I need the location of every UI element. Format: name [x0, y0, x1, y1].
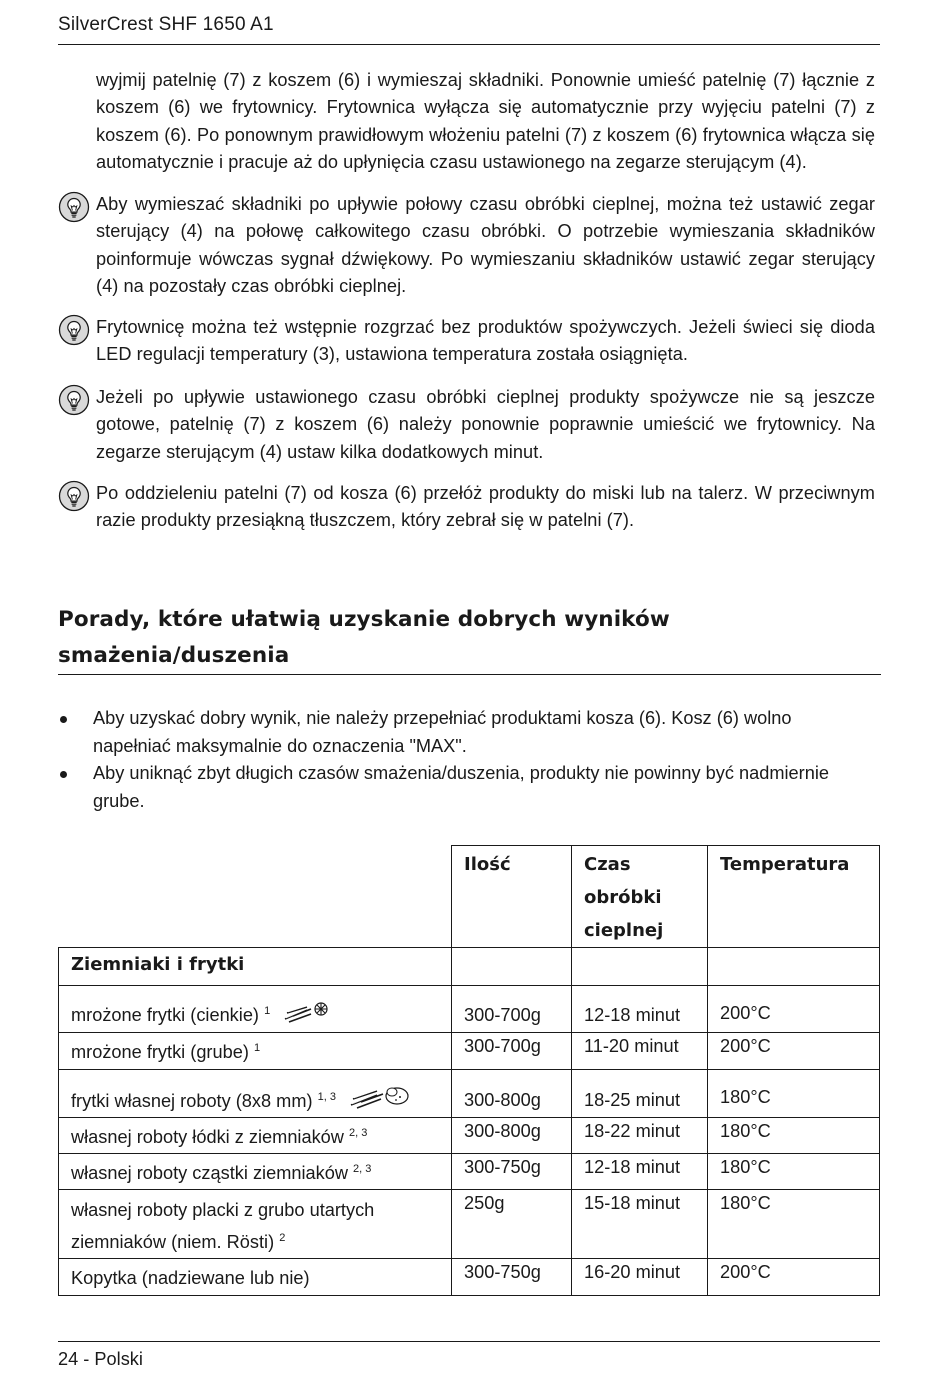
temperature-cell: 200°C — [708, 986, 880, 1033]
table-header-row — [59, 846, 880, 948]
food-name: własnej roboty łódki z ziemniaków — [71, 1127, 344, 1147]
table-cell — [708, 948, 880, 986]
header-line: obróbki — [584, 887, 662, 908]
food-name-cell — [59, 986, 452, 1033]
tip-paragraph: Aby wymieszać składniki po upływie połowy czasu obróbki cieplnej, można też ustawić zegar sterujący (4) na połowę całkowitego czasu obróbki. O potrzebie wymieszania składników poinformuje wówczas sygnał dźwiękowy. Po wymieszaniu składników ustawić zegar sterujący (4) na pozostały czas obróbki cieplnej. — [96, 194, 875, 297]
bullet-icon — [60, 771, 67, 778]
footnote-ref: 1 — [253, 1041, 261, 1054]
list-item — [58, 760, 880, 815]
header-line: cieplnej — [584, 920, 664, 941]
tip-paragraph: Jeżeli po upływie ustawionego czasu obróbki cieplnej produkty spożywcze nie są jeszcze gotowe, patelnię (7) z koszem (6) należy ponownie poprawnie umieścić we frytownicy. Na zegarze sterującym (4) ustaw kilka dodatkowych minut. — [96, 387, 875, 462]
quantity-cell: 300-750g — [452, 1259, 572, 1296]
time-cell: 16-20 minut — [572, 1259, 708, 1296]
footer-divider — [58, 1341, 880, 1342]
lightbulb-icon — [58, 384, 90, 416]
bullet-line: Aby uzyskać dobry wynik, nie należy przepełniać produktami kosza (6). Kosz (6) wolno — [93, 708, 792, 728]
footnote-ref: 1 — [264, 1004, 271, 1017]
intro-paragraph: wyjmij patelnię (7) z koszem (6) i wymieszaj składniki. Ponownie umieść patelnię (7) łącznie z koszem (6) we frytownicy. Frytownica wyłącza się automatycznie przy wyjęciu patelni (7) z koszem (6). Po ponownym prawidłowym włożeniu patelni (7) z koszem (6) frytownica włącza się automatycznie i pracuje aż do upłynięcia czasu ustawionego na zegarze sterującym (4). — [96, 70, 875, 173]
time-cell: 12-18 minut — [572, 986, 708, 1033]
table-row — [59, 1259, 880, 1296]
food-name: własnej roboty placki z grubo utartych — [71, 1200, 375, 1220]
temperature-cell: 180°C — [708, 1154, 880, 1190]
footnote-ref: 2, 3 — [349, 1126, 368, 1139]
time-cell: 15-18 minut — [572, 1190, 708, 1259]
table-row — [59, 1190, 880, 1259]
food-name-cell — [59, 1118, 452, 1154]
section-title-line: smażenia/duszenia — [58, 643, 290, 668]
tips-bullet-list — [58, 705, 880, 815]
frozen-fries-icon — [283, 1001, 329, 1023]
quantity-cell: 300-800g — [452, 1118, 572, 1154]
section-divider — [58, 674, 881, 675]
quantity-cell: 300-750g — [452, 1154, 572, 1190]
food-name: ziemniaków (niem. Rösti) — [71, 1232, 275, 1252]
food-name: własnej roboty cząstki ziemniaków — [71, 1163, 348, 1183]
tip-paragraph: Frytownicę można też wstępnie rozgrzać bez produktów spożywczych. Jeżeli świeci się dioda LED regulacji temperatury (3), ustawiona temperatura została osiągnięta. — [96, 317, 875, 365]
food-name: mrożone frytki (cienkie) — [71, 1005, 259, 1025]
food-name-cell — [59, 1259, 452, 1296]
table-header-temperature: Temperatura — [708, 846, 880, 948]
lightbulb-icon — [58, 191, 90, 223]
table-category-row — [59, 948, 880, 986]
list-item — [58, 705, 880, 760]
quantity-cell: 300-700g — [452, 986, 572, 1033]
food-name: mrożone frytki (grube) — [71, 1042, 249, 1062]
header-line: Czas — [584, 854, 631, 875]
time-cell: 12-18 minut — [572, 1154, 708, 1190]
food-name-cell — [59, 1033, 452, 1070]
bullet-line: Aby uniknąć zbyt długich czasów smażenia/duszenia, produkty nie powinny być nadmiernie — [93, 763, 829, 784]
footer-separator: - — [83, 1349, 90, 1369]
table-cell — [452, 948, 572, 986]
food-name: Kopytka (nadziewane lub nie) — [71, 1268, 310, 1288]
table-header-empty — [59, 846, 452, 948]
footnote-ref: 1, 3 — [317, 1090, 336, 1103]
food-name: frytki własnej roboty (8x8 mm) — [71, 1091, 313, 1111]
lightbulb-icon — [58, 314, 90, 346]
table-header-time — [572, 846, 708, 948]
table-cell — [572, 948, 708, 986]
time-cell: 18-25 minut — [572, 1070, 708, 1118]
food-name-cell — [59, 1070, 452, 1118]
table-header-quantity: Ilość — [452, 846, 572, 948]
temperature-cell: 180°C — [708, 1190, 880, 1259]
quantity-cell: 300-700g — [452, 1033, 572, 1070]
bullet-icon — [60, 716, 67, 723]
temperature-cell: 180°C — [708, 1118, 880, 1154]
section-title-line: Porady, które ułatwią uzyskanie dobrych wyników — [58, 607, 670, 632]
lightbulb-icon — [58, 480, 90, 512]
footnote-ref: 2 — [279, 1231, 286, 1244]
section-title — [58, 602, 878, 674]
food-name-cell — [59, 1190, 452, 1259]
footnote-ref: 2, 3 — [353, 1162, 372, 1175]
cooking-table — [58, 845, 880, 1296]
running-header: SilverCrest SHF 1650 A1 — [58, 14, 274, 35]
quantity-cell: 300-800g — [452, 1070, 572, 1118]
temperature-cell: 200°C — [708, 1259, 880, 1296]
footer-language: Polski — [94, 1349, 143, 1369]
food-name-continued — [71, 1226, 439, 1258]
time-cell: 18-22 minut — [572, 1118, 708, 1154]
bullet-line: grube. — [93, 790, 145, 811]
table-row — [59, 986, 880, 1033]
homemade-fries-icon — [349, 1083, 411, 1109]
table-row — [59, 1070, 880, 1118]
table-row — [59, 1154, 880, 1190]
food-name-cell — [59, 1154, 452, 1190]
page-footer — [58, 1347, 143, 1371]
temperature-cell: 200°C — [708, 1033, 880, 1070]
tip-paragraph: Po oddzieleniu patelni (7) od kosza (6) przełóż produkty do miski lub na talerz. W przeciwnym razie produkty przesiąkną tłuszczem, który zebrał się w patelni (7). — [96, 483, 875, 531]
header-divider — [58, 44, 880, 45]
page-number: 24 — [58, 1349, 79, 1369]
time-cell: 11-20 minut — [572, 1033, 708, 1070]
quantity-cell: 250g — [452, 1190, 572, 1259]
table-row — [59, 1118, 880, 1154]
temperature-cell: 180°C — [708, 1070, 880, 1118]
table-row — [59, 1033, 880, 1070]
category-label: Ziemniaki i frytki — [59, 948, 452, 986]
bullet-line: napełniać maksymalnie do oznaczenia "MAX". — [93, 735, 467, 756]
